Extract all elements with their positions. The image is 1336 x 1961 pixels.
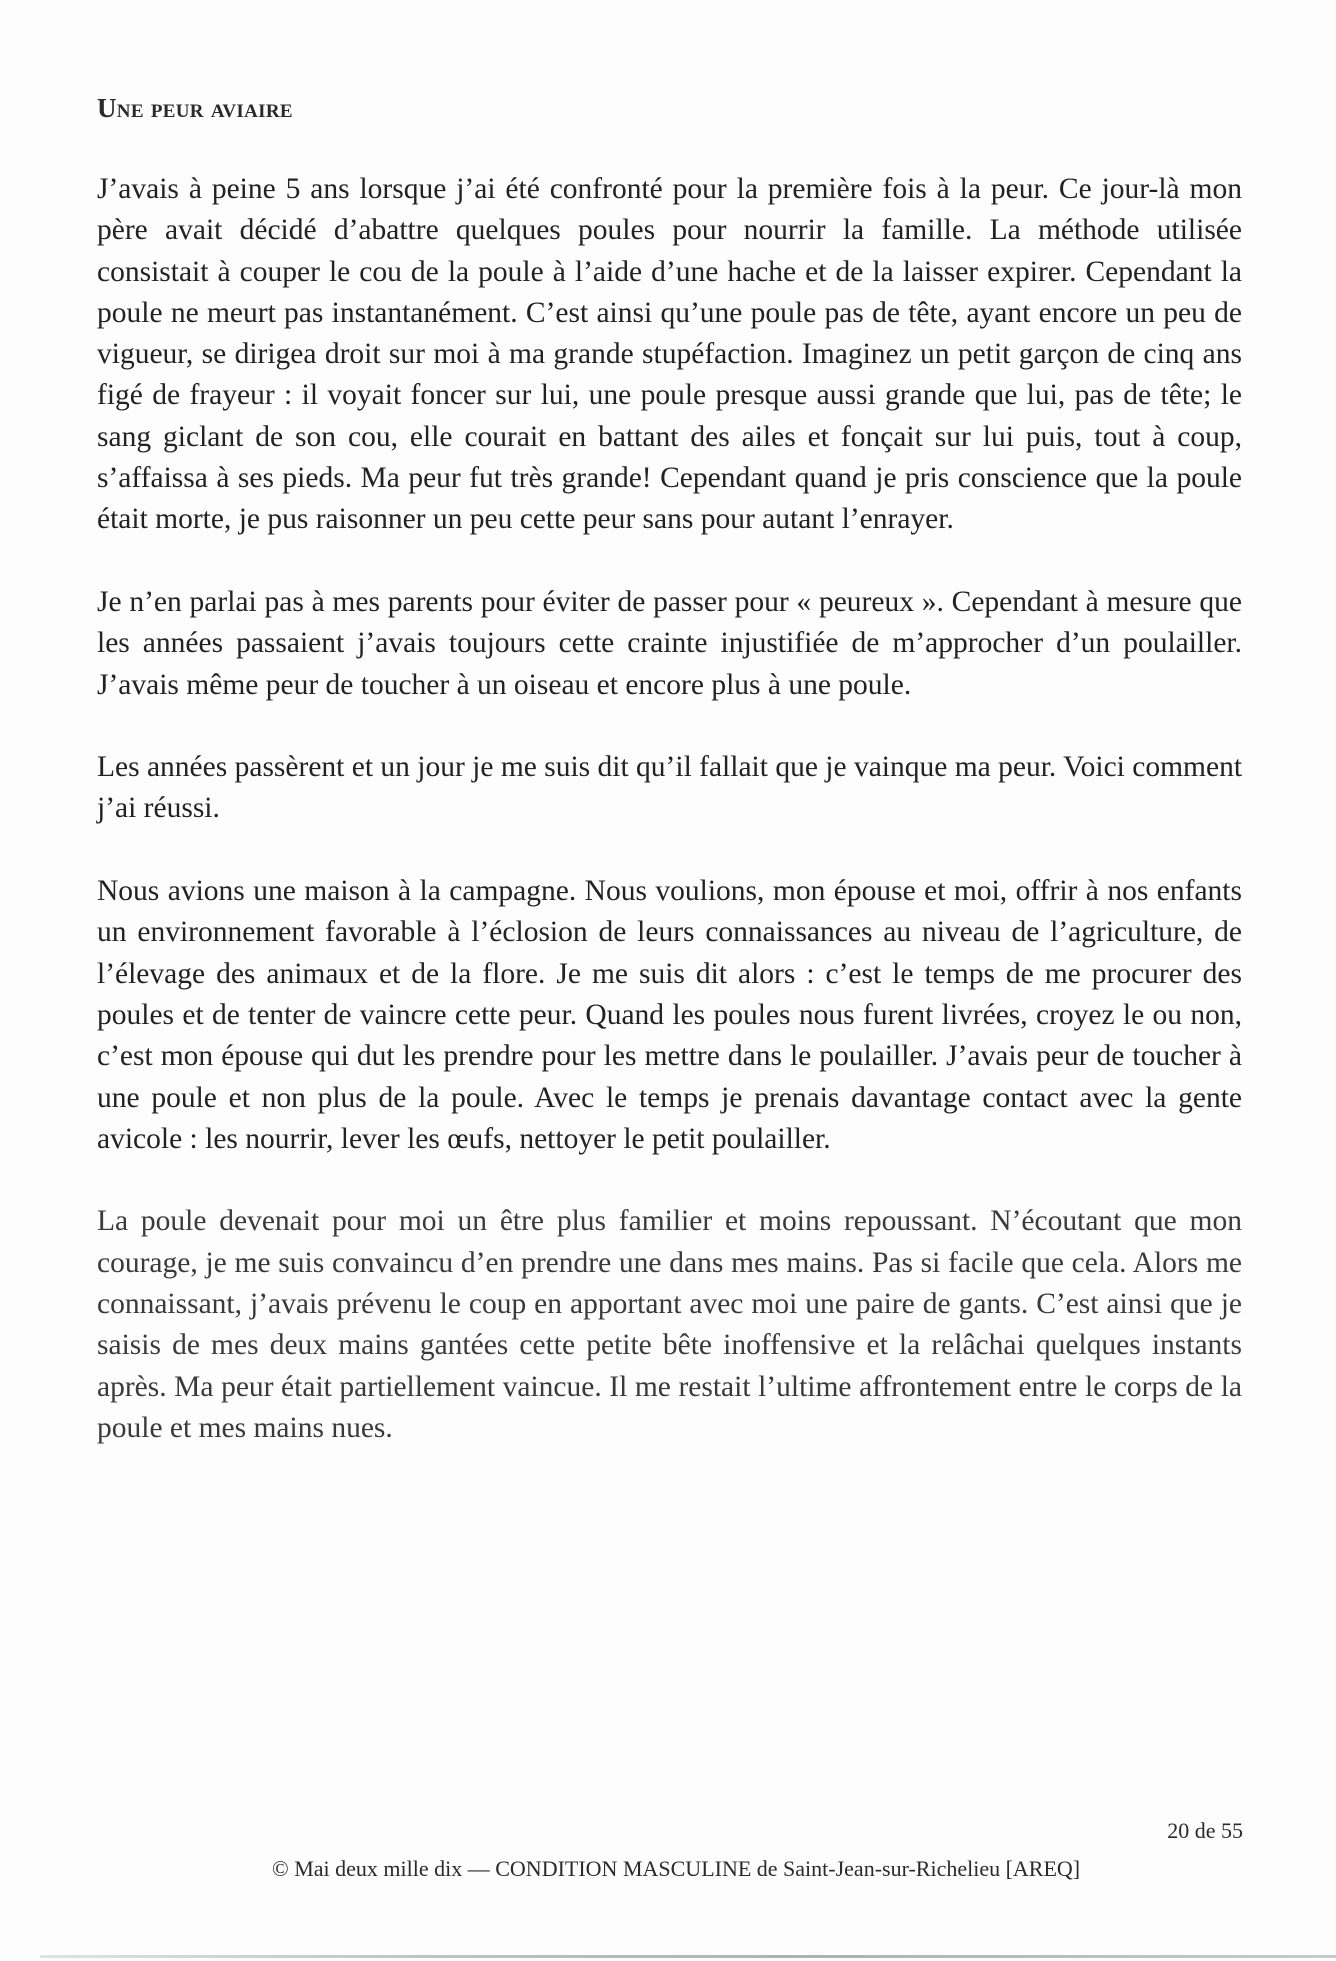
paragraph-1: J’avais à peine 5 ans lorsque j’ai été confronté pour la première fois à la peur. Ce jour-là mon père avait décidé d’abattre quelques poules pour nourrir la famille. La méthode utilisée consistait à couper le cou de la poule à l’aide d’une hache et de la laisser expirer. Cependant la poule ne meurt pas instantanément. C’est ainsi qu’une poule pas de tête, ayant encore un peu de vigueur, se dirigea droit sur moi à ma grande stupéfaction. Imaginez un petit garçon de cinq ans figé de frayeur : il voyait foncer sur lui, une poule presque aussi grande que lui, pas de tête; le sang giclant de son cou, elle courait en battant des ailes et fonçait sur lui puis, tout à coup, s’affaissa à ses pieds. Ma peur fut très grande! Cependant quand je pris conscience que la poule était morte, je pus raisonner un peu cette peur sans pour autant l’enrayer. xyxy=(97,173,1242,536)
paragraph-2: Je n’en parlai pas à mes parents pour éviter de passer pour « peureux ». Cependant à mesure que les années passaient j’avais toujours cette crainte injustifiée de m’approcher d’un poulailler. J’avais même peur de toucher à un oiseau et encore plus à une poule. xyxy=(97,585,1242,701)
paragraph-3: Les années passèrent et un jour je me suis dit qu’il fallait que je vainque ma peur. Voici comment j’ai réussi. xyxy=(97,751,1243,825)
document-body xyxy=(97,169,1242,1449)
page-title: Une peur aviaire xyxy=(97,93,293,123)
footer-copyright: © Mai deux mille dix — CONDITION MASCULINE de Saint-Jean-sur-Richelieu [AREQ] xyxy=(272,1856,1081,1881)
paragraph-5: La poule devenait pour moi un être plus familier et moins repoussant. N’écoutant que mon courage, je me suis convaincu d’en prendre une dans mes mains. Pas si facile que cela. Alors me connaissant, j’avais prévenu le coup en apportant avec moi une paire de gants. C’est ainsi que je saisis de mes deux mains gantées cette petite bête inoffensive et la relâchai quelques instants après. Ma peur était partiellement vaincue. Il me restait l’ultime affrontement entre le corps de la poule et mes mains nues. xyxy=(97,1205,1242,1444)
scan-edge-divider xyxy=(40,1955,1336,1958)
page-number: 20 de 55 xyxy=(1167,1818,1243,1843)
paragraph-4: Nous avions une maison à la campagne. Nous voulions, mon épouse et moi, offrir à nos enfants un environnement favorable à l’éclosion de leurs connaissances au niveau de l’agriculture, de l’élevage des animaux et de la flore. Je me suis dit alors : c’est le temps de me procurer des poules et de tenter de vaincre cette peur. Quand les poules nous furent livrées, croyez le ou non, c’est mon épouse qui dut les prendre pour les mettre dans le poulailler. J’avais peur de toucher à une poule et non plus de la poule. Avec le temps je prenais davantage contact avec la gente avicole : les nourrir, lever les œufs, nettoyer le petit poulailler. xyxy=(97,875,1242,1155)
